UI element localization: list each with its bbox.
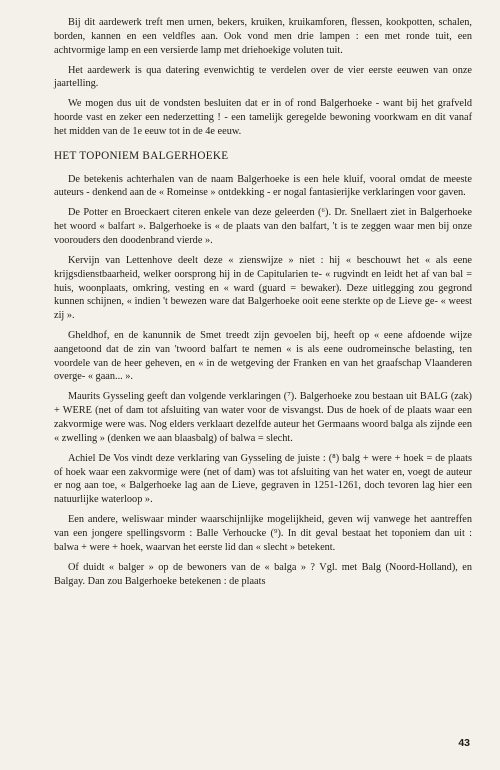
page-content xyxy=(54,16,472,595)
paragraph-body-5: Maurits Gysseling geeft dan volgende verklaringen (⁷). Balgerhoeke zou bestaan uit BALG (zak) + WERE (net of dam tot afsluiting van water voor de visvangst. Dus de hoek of de plaats waar een zakvormige were was. Nog elders verklaart dezelfde auteur het Germaans woord balga als zijnde een « zwelling » (denken we aan blaasbalg) of balwa = slecht. xyxy=(54,391,472,444)
paragraph-body-1: De betekenis achterhalen van de naam Balgerhoeke is een hele kluif, vooral omdat de meeste auteurs - denkend aan de « Romeinse » ontdekking - er nogal fantasierijke verklaringen voor gaven. xyxy=(54,173,472,199)
paragraph-body-6: Achiel De Vos vindt deze verklaring van Gysseling de juiste : (⁸) balg + were + hoek = de plaats of hoek waar een zakvormige were (net of dam) was tot afsluiting van het water en, voegt de auteur er nog aan toe, « Balgerhoeke lag aan de Lieve, gegraven in 1251-1261, doch tevoren lag hier een natuurlijke waterloop ». xyxy=(54,452,472,506)
paragraph-intro-3: We mogen dus uit de vondsten besluiten dat er in of rond Balgerhoeke - want bij het grafveld hoorde vast en zeker een nederzetting ! - een tamelijk geregelde bewoning voorkwam en dit vanaf het midden van de 1e eeuw tot in de 4e eeuw. xyxy=(54,98,472,137)
paragraph-intro-2: Het aardewerk is qua datering evenwichtig te verdelen over de vier eerste eeuwen van onze jaartelling. xyxy=(54,64,472,90)
paragraph-body-8: Of duidt « balger » op de bewoners van de « balga » ? Vgl. met Balg (Noord-Holland), en Balgay. Dan zou Balgerhoeke betekenen : de plaats xyxy=(54,561,472,587)
paragraph-intro-1: Bij dit aardewerk treft men urnen, bekers, kruiken, kruikamforen, flessen, kookpotten, schalen, borden, kannen en een veldfles aan. Ook vond men drie lampen : een met ronde tuit, een achtvormige lamp en een versierde lamp met driehoekige voluten tuit. xyxy=(54,17,472,56)
paragraph-body-4: Gheldhof, en de kanunnik de Smet treedt zijn gevoelen bij, heeft op « eene afdoende wijze aangetoond dat de zin van 'twoord balfart te nemen « is als eene oudromeinsche belasting, ten voordele van de heer geheven, en « in de wetgeving der Franken en van het graafschap Vlaanderen overge- « gaan... ». xyxy=(54,330,472,383)
paragraph-body-7: Een andere, weliswaar minder waarschijnlijke mogelijkheid, geven wij vanwege het aantreffen van een jongere spellingsvorm : Balle Verhoucke (⁹). In dit geval bestaat het toponiem dan uit : balwa + were + hoek, waarvan het eerste lid dan « slecht » betekent. xyxy=(54,514,472,553)
paragraph-body-2: De Potter en Broeckaert citeren enkele van deze geleerden (⁶). Dr. Snellaert ziet in Balgerhoeke het woord « balfart ». Balgerhoeke is « de plaats van den balfart, 't is te zeggen waar men bij onze voorouders den doodenbrand vierde ». xyxy=(54,207,472,246)
section-heading: HET TOPONIEM BALGERHOEKE xyxy=(54,149,229,162)
paragraph-body-3: Kervijn van Lettenhove deelt deze « zienswijze » niet : hij « beschouwt het « als eene krijgsdienstbaarheid, welker oorsprong hij in de Capitularien te- « rugvindt en leidt het af van bal = huis, woonplaats, omkring, vesting en « ward (guard = bewaker). Deze uitlegging zou gegrond kunnen schijnen, « indien 't bewezen ware dat Balgerhoeke ooit eene sterkte op de Lieve ge- « weest zij ». xyxy=(54,254,472,322)
page-number: 43 xyxy=(458,737,470,749)
